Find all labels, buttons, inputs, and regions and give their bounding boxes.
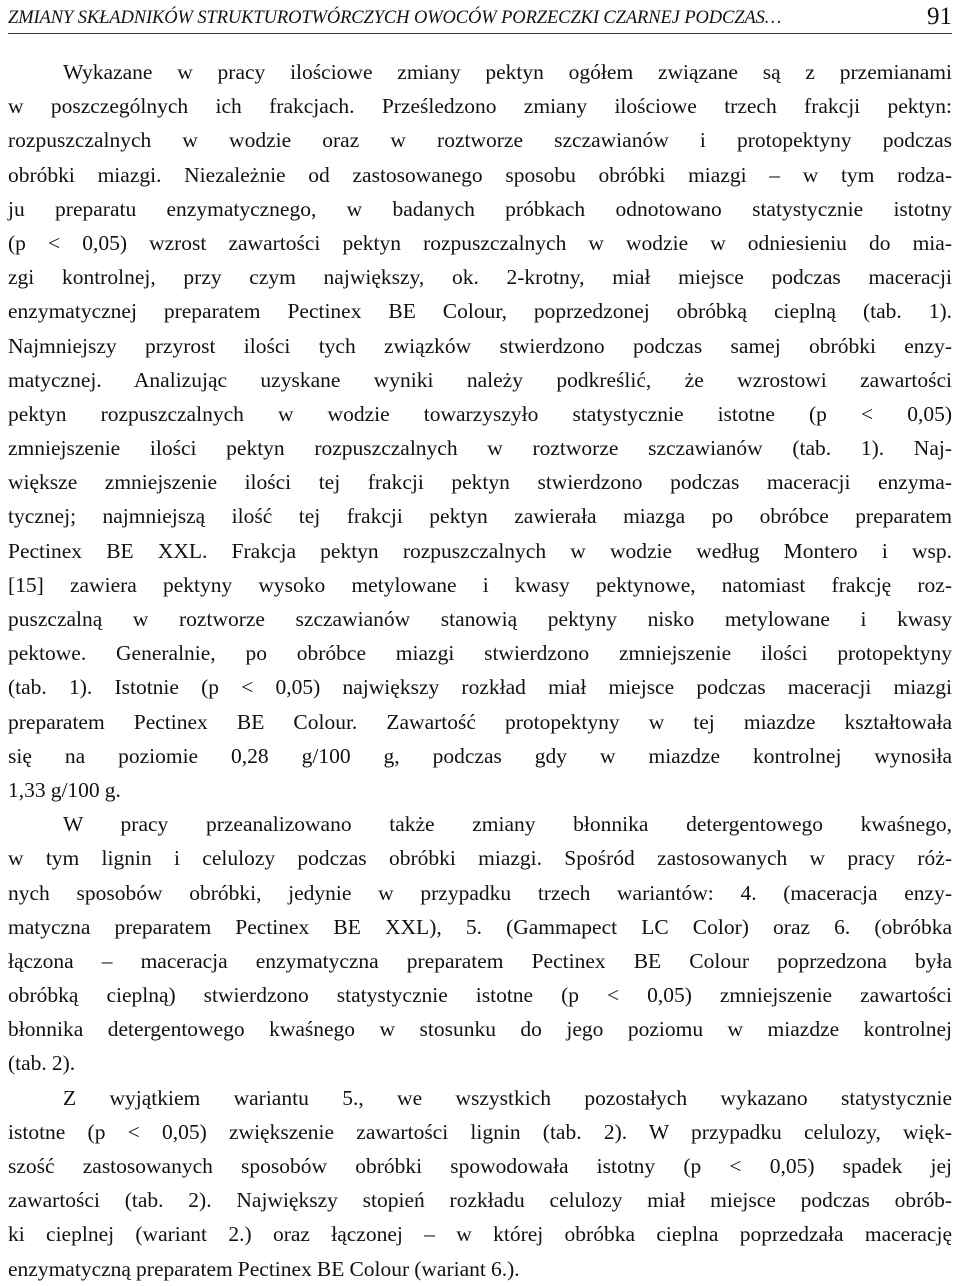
text-line: szość zastosowanych sposobów obróbki spowodowała istotny (p < 0,05) spadek jej [8, 1154, 952, 1178]
text-line: pektyn rozpuszczalnych w wodzie towarzyszyło statystycznie istotne (p < 0,05) [8, 401, 952, 426]
text-line: puszczalną w roztworze szczawianów stanowią pektyny nisko metylowane i kwasy [8, 607, 952, 631]
paragraph-3 [8, 1081, 952, 1286]
text-line: Najmniejszy przyrost ilości tych związków stwierdzono podczas samej obróbki enzy- [8, 333, 952, 358]
text-line: obróbką cieplną) stwierdzono statystycznie istotne (p < 0,05) zmniejszenie zawartości [8, 983, 952, 1008]
text-line: Z wyjątkiem wariantu 5., we wszystkich pozostałych wykazano statystycznie [63, 1085, 952, 1110]
text-line: zmniejszenie ilości pektyn rozpuszczalnych w roztworze szczawianów (tab. 1). Naj- [8, 436, 952, 461]
page-number: 91 [927, 3, 952, 30]
text-line: ki cieplnej (wariant 2.) oraz łączonej – w której obróbka cieplna poprzedzała macerację [8, 1222, 952, 1247]
text-line: [15] zawiera pektyny wysoko metylowane i kwasy pektynowe, natomiast frakcję roz- [8, 572, 952, 597]
text-line: rozpuszczalnych w wodzie oraz w roztworze szczawianów i protopektyny podczas [8, 128, 952, 153]
text-line: się na poziomie 0,28 g/100 g, podczas gdy w miazdze kontrolnej wynosiła [8, 743, 952, 768]
text-line: Wykazane w pracy ilościowe zmiany pektyn ogółem związane są z przemianami [63, 60, 952, 84]
text-line: matyczna preparatem Pectinex BE XXL), 5. (Gammapect LC Color) oraz 6. (obróbka [8, 914, 952, 939]
text-line: matycznej. Analizując uzyskane wyniki należy podkreślić, że wzrostowi zawartości [8, 367, 952, 392]
text-line: Pectinex BE XXL. Frakcja pektyn rozpuszczalnych w wodzie według Montero i wsp. [8, 538, 952, 563]
text-line: tycznej; najmniejszą ilość tej frakcji pektyn zawierała miazga po obróbce preparatem [8, 504, 952, 529]
paragraph-2 [8, 807, 952, 1081]
running-header [8, 3, 952, 34]
running-title: ZMIANY SKŁADNIKÓW STRUKTUROTWÓRCZYCH OWOCÓW PORZECZKI CZARNEJ PODCZAS… [8, 8, 782, 28]
text-line: preparatem Pectinex BE Colour. Zawartość protopektyny w tej miazdze kształtowała [8, 709, 952, 734]
text-line: łączona – maceracja enzymatyczna preparatem Pectinex BE Colour poprzedzona była [8, 948, 952, 973]
text-line: (tab. 1). Istotnie (p < 0,05) największy rozkład miał miejsce podczas maceracji miazgi [8, 675, 952, 700]
text-line: nych sposobów obróbki, jedynie w przypadku trzech wariantów: 4. (maceracja enzy- [8, 880, 952, 905]
document-page [8, 0, 952, 1280]
text-line: enzymatycznej preparatem Pectinex BE Colour, poprzedzonej obróbką cieplną (tab. 1). [8, 299, 952, 324]
text-line: zgi kontrolnej, przy czym największy, ok. 2-krotny, miał miejsce podczas maceracji [8, 265, 952, 290]
text-line: enzymatyczną preparatem Pectinex BE Colour (wariant 6.). [8, 1256, 520, 1281]
text-line: 1,33 g/100 g. [8, 777, 121, 802]
text-line: istotne (p < 0,05) zwiększenie zawartości lignin (tab. 2). W przypadku celulozy, więk- [8, 1119, 952, 1144]
text-line: obróbki miazgi. Niezależnie od zastosowanego sposobu obróbki miazgi – w tym rodza- [8, 162, 952, 187]
body-text [8, 55, 952, 1286]
text-line: błonnika detergentowego kwaśnego w stosunku do jego poziomu w miazdze kontrolnej [8, 1017, 952, 1042]
text-line: pektowe. Generalnie, po obróbce miazgi stwierdzono zmniejszenie ilości protopektyny [8, 641, 952, 666]
text-line: (p < 0,05) wzrost zawartości pektyn rozpuszczalnych w wodzie w odniesieniu do mia- [8, 230, 952, 255]
paragraph-1 [8, 55, 952, 807]
text-line: W pracy przeanalizowano także zmiany błonnika detergentowego kwaśnego, [63, 812, 952, 837]
text-line: (tab. 2). [8, 1051, 76, 1076]
text-line: zawartości (tab. 2). Największy stopień rozkładu celulozy miał miejsce podczas obrób- [8, 1188, 952, 1213]
text-line: w poszczególnych ich frakcjach. Prześledzono zmiany ilościowe trzech frakcji pektyn: [8, 94, 952, 119]
text-line: w tym lignin i celulozy podczas obróbki miazgi. Spośród zastosowanych w pracy róż- [8, 846, 952, 871]
text-line: ju preparatu enzymatycznego, w badanych próbkach odnotowano statystycznie istotny [8, 196, 952, 221]
text-line: większe zmniejszenie ilości tej frakcji pektyn stwierdzono podczas maceracji enzyma- [8, 470, 952, 495]
